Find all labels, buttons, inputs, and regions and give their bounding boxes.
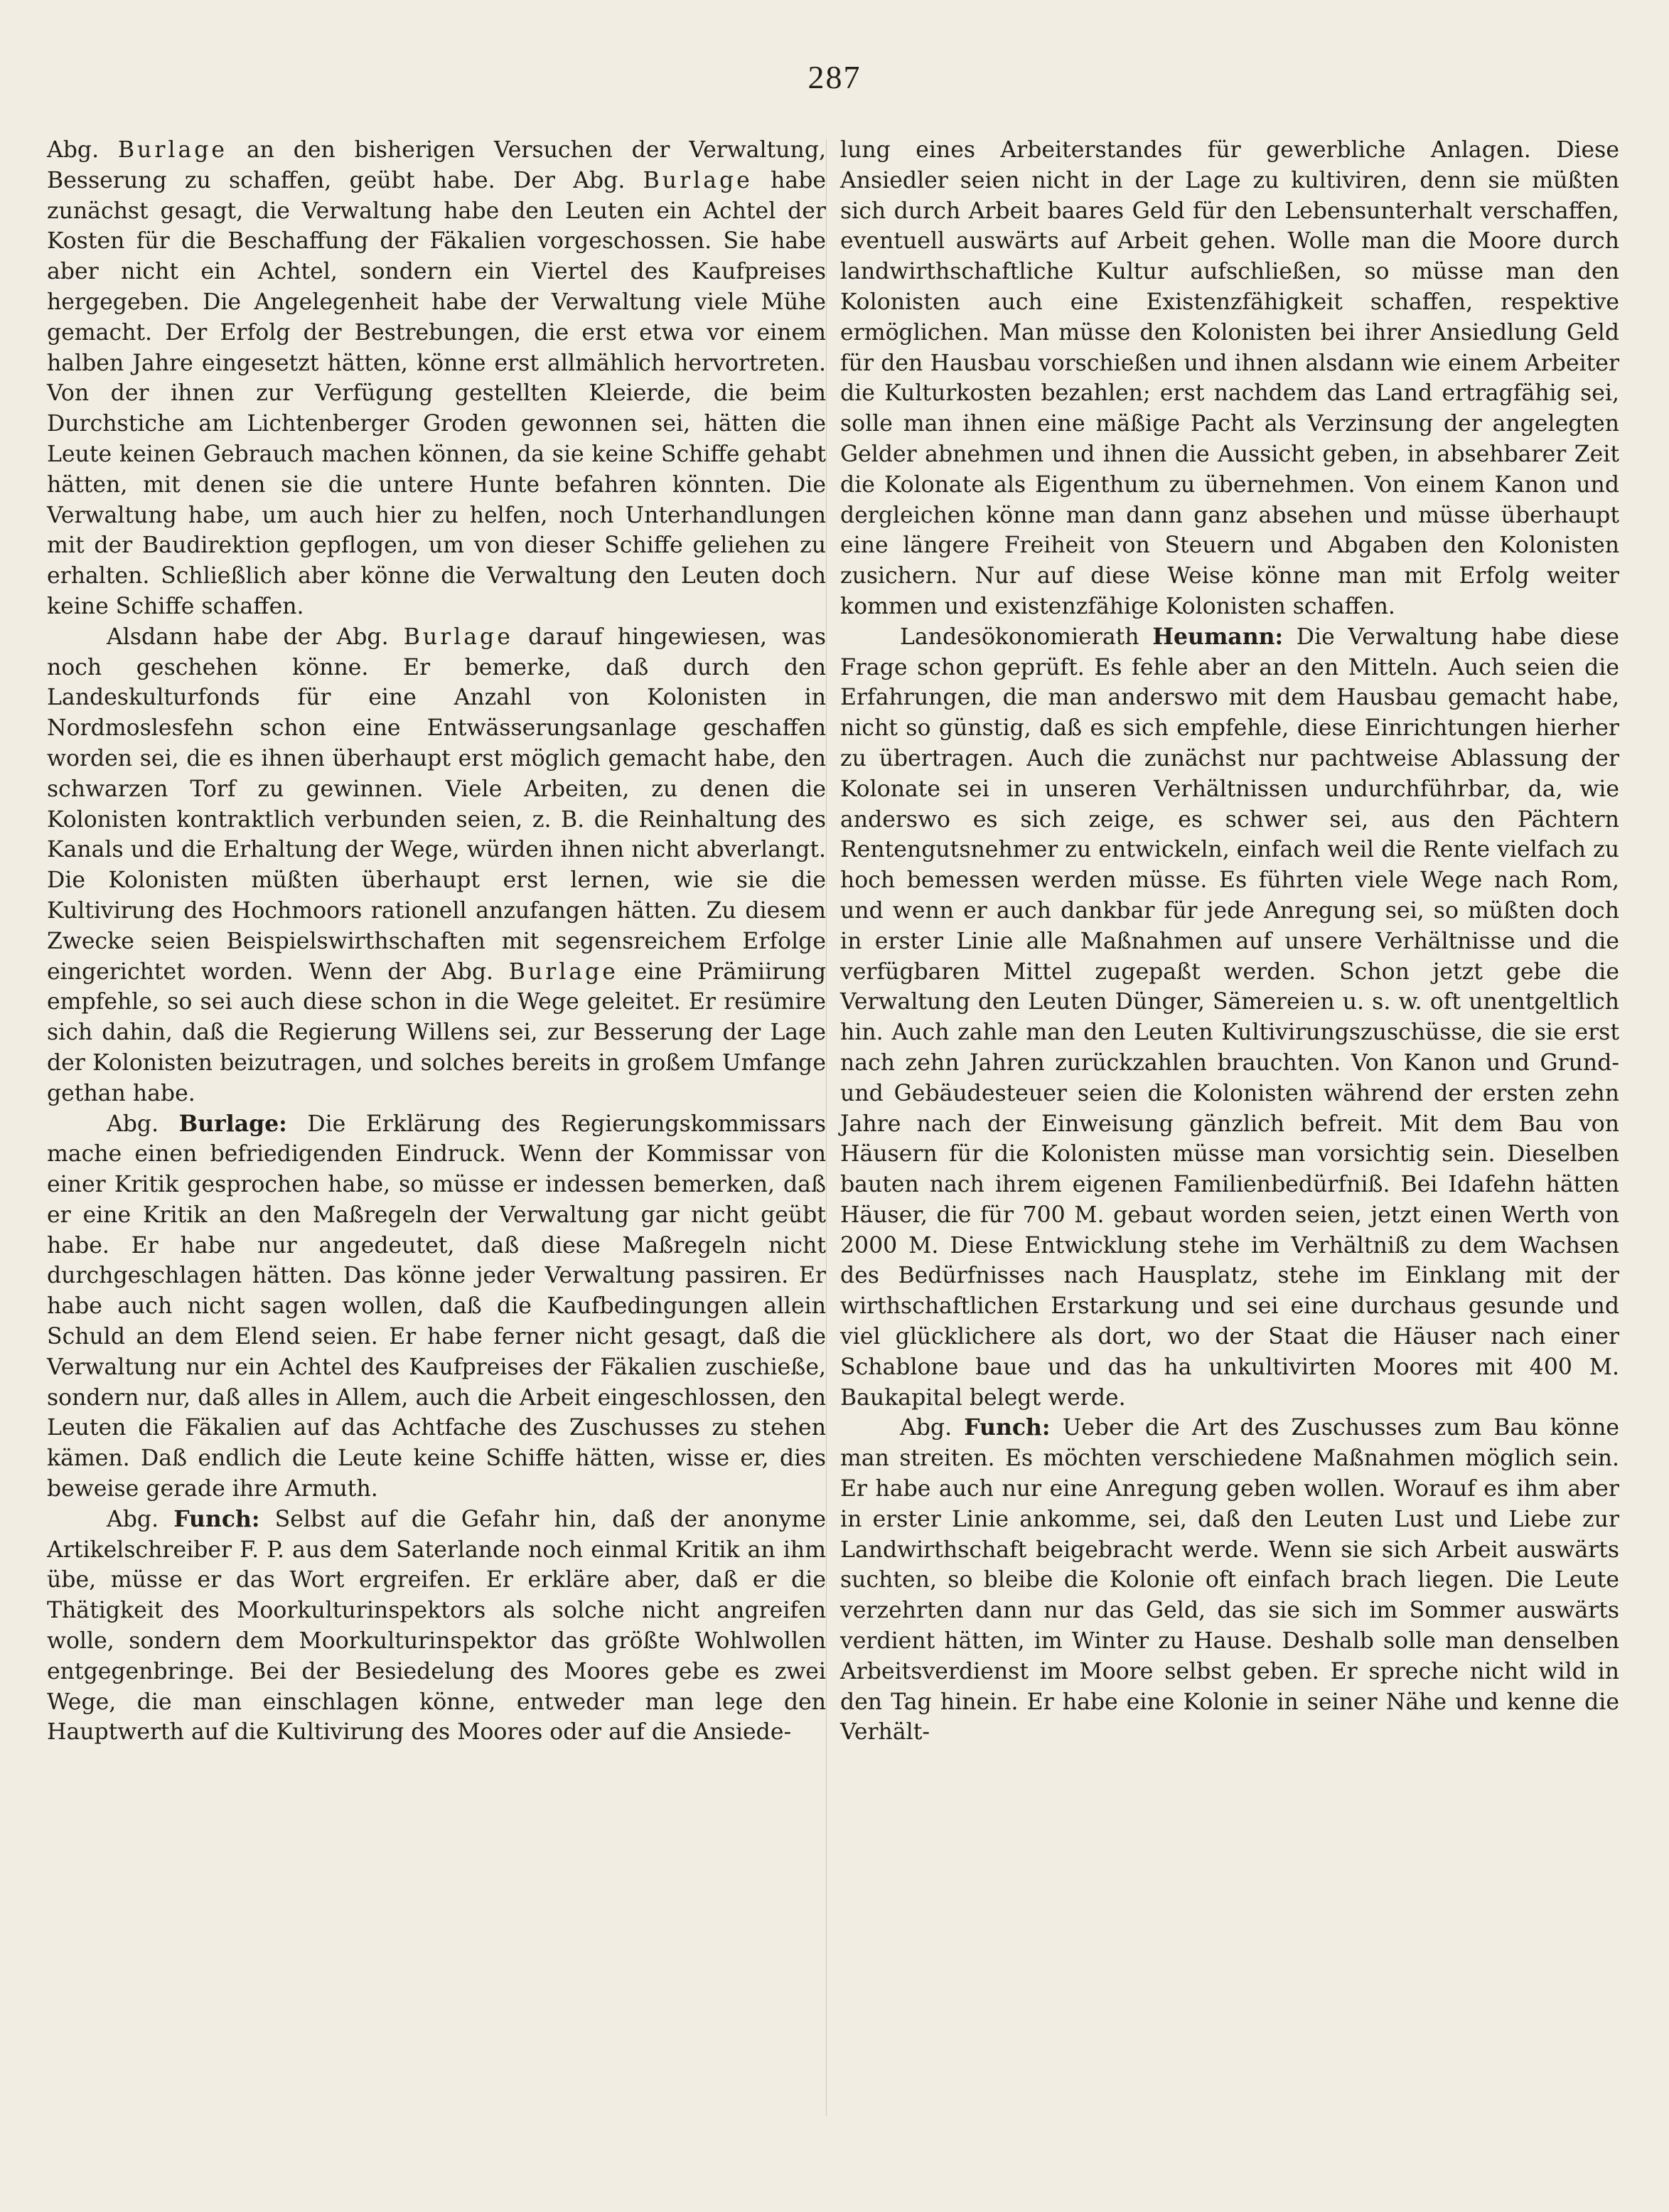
text-run: Abg. [107,1111,179,1137]
paragraph [47,1505,826,1748]
spaced-name: Burlage [117,137,228,163]
text-run: Ueber die Art des Zuschusses zum Bau könne man streiten. Es möchten verschiedene Maßnahmen möglich sein. Er habe auch nur eine Anregung geben wollen. Worauf es ihm aber in erster Linie ankomme, sei, daß den Leuten Lust und Liebe zur Landwirthschaft beigebracht werde. Wenn sie sich Arbeit auswärts suchten, so bleibe die Kolonie oft einfach brach liegen. Die Leute verzehrten dann nur das Geld, das sie sich im Sommer auswärts verdient hätten, im Winter zu Hause. Deshalb solle man denselben Arbeitsverdienst im Moore selbst geben. Er spreche nicht wild in den Tag hinein. Er habe eine Kolonie in seiner Nähe und kenne die Verhält- [840,1415,1619,1746]
paragraph [47,622,826,1109]
text-run: lung eines Arbeiterstandes für gewerbliche Anlagen. Diese Ansiedler seien nicht in der Lage zu kultiviren, denn sie müßten sich durch Arbeit baares Geld für den Lebensunterhalt verschaffen, eventuell auswärts auf Arbeit gehen. Wolle man die Moore durch landwirthschaftliche Kultur aufschließen, so müsse man den Kolonisten auch eine Existenzfähigkeit schaffen, respektive ermöglichen. Man müsse den Kolonisten bei ihrer Ansiedlung Geld für den Hausbau vorschießen und ihnen alsdann wie einem Arbeiter die Kulturkosten bezahlen; erst nachdem das Land ertragfähig sei, solle man ihnen eine mäßige Pacht als Verzinsung der angelegten Gelder abnehmen und ihnen die Aussicht geben, in absehbarer Zeit die Kolonate als Eigenthum zu übernehmen. Von einem Kanon und dergleichen könne man dann ganz absehen und müsse überhaupt eine längere Freiheit von Steuern und Abgaben den Kolonisten zusichern. Nur auf diese Weise könne man mit Erfolg weiter kommen und existenzfähige Kolonisten schaffen. [840,137,1619,619]
text-run: Die Erklärung des Regierungskommissars mache einen befriedigenden Eindruck. Wenn der Kommissar von einer Kritik gesprochen habe, so müsse er indessen bemerken, daß er eine Kritik an den Maßregeln der Verwaltung gar nicht geübt habe. Er habe nur angedeutet, daß diese Maßregeln nicht durchgeschlagen hätten. Das könne jeder Verwaltung passiren. Er habe auch nicht sagen wollen, daß die Kaufbedingungen allein Schuld an dem Elend seien. Er habe ferner nicht gesagt, daß die Verwaltung nur ein Achtel des Kaufpreises der Fäkalien zuschieße, sondern nur, daß alles in Allem, auch die Arbeit eingeschlossen, den Leuten die Fäkalien auf das Achtfache des Zuschusses zu stehen kämen. Daß endlich die Leute keine Schiffe hätten, wisse er, dies beweise gerade ihre Armuth. [47,1111,826,1502]
text-run: habe zunächst gesagt, die Verwaltung habe den Leuten ein Achtel der Kosten für die Beschaffung der Fäkalien vorgeschossen. Sie habe aber nicht ein Achtel, sondern ein Viertel des Kaufpreises hergegeben. Die Angelegenheit habe der Verwaltung viele Mühe gemacht. Der Erfolg der Bestrebungen, die erst etwa vor einem halben Jahre eingesetzt hätten, könne erst allmählich hervortreten. Von der ihnen zur Verfügung gestellten Kleierde, die beim Durchstiche am Lichtenberger Groden gewonnen sei, hätten die Leute keinen Gebrauch machen können, da sie keine Schiffe gehabt hätten, mit denen sie die untere Hunte befahren könnten. Die Verwaltung habe, um auch hier zu helfen, noch Unterhandlungen mit der Baudirektion gepflogen, um von dieser Schiffe geliehen zu erhalten. Schließlich aber könne die Verwaltung den Leuten doch keine Schiffe schaffen. [47,167,826,619]
text-run: darauf hingewiesen, was noch geschehen könne. Er bemerke, daß durch den Landeskulturfonds für eine Anzahl von Kolonisten in Nordmoslesfehn schon eine Entwässerungsanlage geschaffen worden sei, die es ihnen überhaupt erst möglich gemacht habe, den schwarzen Torf zu gewinnen. Viele Arbeiten, zu denen die Kolonisten kontraktlich verbunden seien, z. B. die Reinhaltung des Kanals und die Erhaltung der Wege, würden ihnen nicht abverlangt. Die Kolonisten müßten überhaupt erst lernen, wie sie die Kultivirung des Hochmoors rationell anzufangen hätten. Zu diesem Zwecke seien Beispielswirthschaften mit segensreichem Erfolge eingerichtet worden. Wenn der Abg. [47,624,827,985]
spaced-name: Burlage [508,958,618,985]
spaced-name: Burlage [403,624,513,650]
text-run: Landesökonomierath [900,624,1153,650]
paragraph [840,622,1619,1414]
page-number: 287 [807,59,862,95]
paragraph [840,1413,1619,1748]
paragraph [840,135,1619,622]
text-run: Abg. [900,1415,965,1441]
text-run: an den bisherigen Versuchen der Verwaltung, Besserung zu schaffen, geübt habe. Der Abg. [47,137,827,193]
text-run: Alsdann habe der Abg. [107,624,404,650]
speaker-name: Funch: [173,1505,260,1532]
column-divider [826,139,827,2116]
text-run: eine Prämiirung empfehle, so sei auch diese schon in die Wege geleitet. Er resümire sich dahin, daß die Regierung Willens sei, zur Besserung der Lage der Kolonisten beizutragen, und solches bereits in großem Umfange gethan habe. [47,958,826,1106]
paragraph [47,1109,826,1505]
speaker-name: Funch: [964,1414,1051,1441]
speaker-name: Heumann: [1152,623,1284,650]
text-run: Abg. [47,137,118,163]
speaker-name: Burlage: [178,1110,287,1137]
left-column [47,135,826,1748]
text-run: Selbst auf die Gefahr hin, daß der anonyme Artikelschreiber F. P. aus dem Saterlande noch einmal Kritik an ihm übe, müsse er das Wort ergreifen. Er erkläre aber, daß er die Thätigkeit des Moorkulturinspektors als solche nicht angreifen wolle, sondern dem Moorkulturinspektor das größte Wohlwollen entgegenbringe. Bei der Besiedelung des Moores gebe es zwei Wege, die man einschlagen könne, entweder man lege den Hauptwerth auf die Kultivirung des Moores oder auf die Ansiede- [47,1506,826,1746]
paragraph [47,135,826,622]
right-column [840,135,1619,1748]
spaced-name: Burlage [643,167,753,193]
text-run: Die Verwaltung habe diese Frage schon geprüft. Es fehle aber an den Mitteln. Auch seien die Erfahrungen, die man anderswo mit dem Hausbau gemacht habe, nicht so günstig, daß es sich empfehle, diese Einrichtungen hierher zu übertragen. Auch die zunächst nur pachtweise Ablassung der Kolonate sei in unseren Verhältnissen undurchführbar, da, wie anderswo es sich zeige, es schwer sei, aus den Pächtern Rentengutsnehmer zu entwickeln, einfach weil die Rente vielfach zu hoch bemessen werden müsse. Es führten viele Wege nach Rom, und wenn er auch dankbar für jede Anregung sei, so müßten doch in erster Linie alle Maßnahmen auf unsere Verhältnisse und die verfügbaren Mittel zugepaßt werden. Schon jetzt gebe die Verwaltung den Leuten Dünger, Sämereien u. s. w. oft unentgeltlich hin. Auch zahle man den Leuten Kultivirungszuschüsse, die sie erst nach zehn Jahren zurückzahlen brauchten. Von Kanon und Grund- und Gebäudesteuer seien die Kolonisten während der ersten zehn Jahre nach der Einweisung gänzlich befreit. Mit dem Bau von Häusern für die Kolonisten müsse man vorsichtig sein. Dieselben bauten nach ihrem eigenen Familienbedürfniß. Bei Idafehn hätten Häuser, die für 700 M. gebaut worden seien, jetzt einen Werth von 2000 M. Diese Entwicklung stehe im Verhältniß zu dem Wachsen des Bedürfnisses nach Hausplatz, stehe im Einklang mit der wirthschaftlichen Erstarkung und sei eine durchaus gesunde und viel glücklichere als dort, wo der Staat die Häuser nach einer Schablone baue und das ha unkultivirten Moores mit 400 M. Baukapital belegt werde. [840,624,1620,1411]
text-run: Abg. [107,1506,174,1532]
